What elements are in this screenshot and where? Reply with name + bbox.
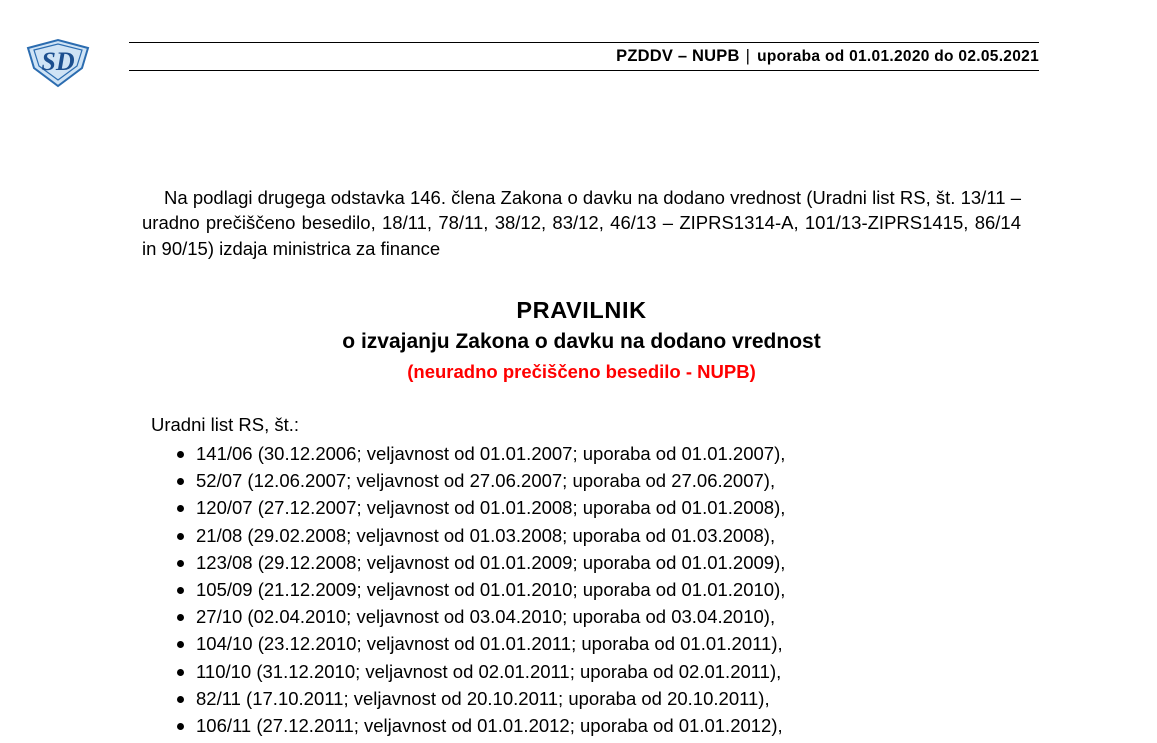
list-item: 110/10 (31.12.2010; veljavnost od 02.01.2011; uporaba od 02.01.2011),	[151, 658, 1031, 685]
list-heading: Uradni list RS, št.:	[151, 414, 300, 435]
header-rules	[129, 42, 1039, 71]
intro-paragraph: Na podlagi drugega odstavka 146. člena Zakona o davku na dodano vrednost (Uradni list RS, št. 13/11 – uradno prečiščeno besedilo, 18/11, 78/11, 38/12, 83/12, 46/13 – ZIPRS1314-A, 101/13-ZIPRS1415, 86/14 in 90/15) izdaja ministrica za finance	[142, 186, 1021, 259]
page-header	[0, 0, 1157, 92]
list-item: 104/10 (23.12.2010; veljavnost od 01.01.2011; uporaba od 01.01.2011),	[151, 630, 1031, 657]
gazette-list	[151, 440, 1031, 739]
page-title: PRAVILNIK	[516, 297, 647, 323]
list-item: 106/11 (27.12.2011; veljavnost od 01.01.2012; uporaba od 01.01.2012),	[151, 712, 1031, 739]
title-note: (neuradno prečiščeno besedilo - NUPB)	[407, 361, 756, 382]
list-item: 141/06 (30.12.2006; veljavnost od 01.01.2007; uporaba od 01.01.2007),	[151, 440, 1031, 467]
list-item: 82/11 (17.10.2011; veljavnost od 20.10.2011; uporaba od 20.10.2011),	[151, 685, 1031, 712]
page-subtitle: o izvajanju Zakona o davku na dodano vrednost	[342, 330, 821, 353]
header-title	[129, 43, 1039, 70]
svg-text:SD: SD	[41, 47, 75, 76]
sd-shield-logo	[22, 38, 94, 90]
header-separator: |	[745, 47, 751, 65]
header-title-left: PZDDV – NUPB	[616, 47, 740, 65]
list-item: 21/08 (29.02.2008; veljavnost od 01.03.2008; uporaba od 01.03.2008),	[151, 522, 1031, 549]
list-item: 52/07 (12.06.2007; veljavnost od 27.06.2007; uporaba od 27.06.2007),	[151, 467, 1031, 494]
title-block	[142, 295, 1021, 385]
list-item: 105/09 (21.12.2009; veljavnost od 01.01.2010; uporaba od 01.01.2010),	[151, 576, 1031, 603]
header-title-right: uporaba od 01.01.2020 do 02.05.2021	[757, 48, 1039, 65]
list-item: 123/08 (29.12.2008; veljavnost od 01.01.2009; uporaba od 01.01.2009),	[151, 549, 1031, 576]
header-divider-bottom	[129, 70, 1039, 71]
list-item: 120/07 (27.12.2007; veljavnost od 01.01.2008; uporaba od 01.01.2008),	[151, 494, 1031, 521]
list-item: 27/10 (02.04.2010; veljavnost od 03.04.2010; uporaba od 03.04.2010),	[151, 603, 1031, 630]
document-body	[0, 92, 1157, 743]
